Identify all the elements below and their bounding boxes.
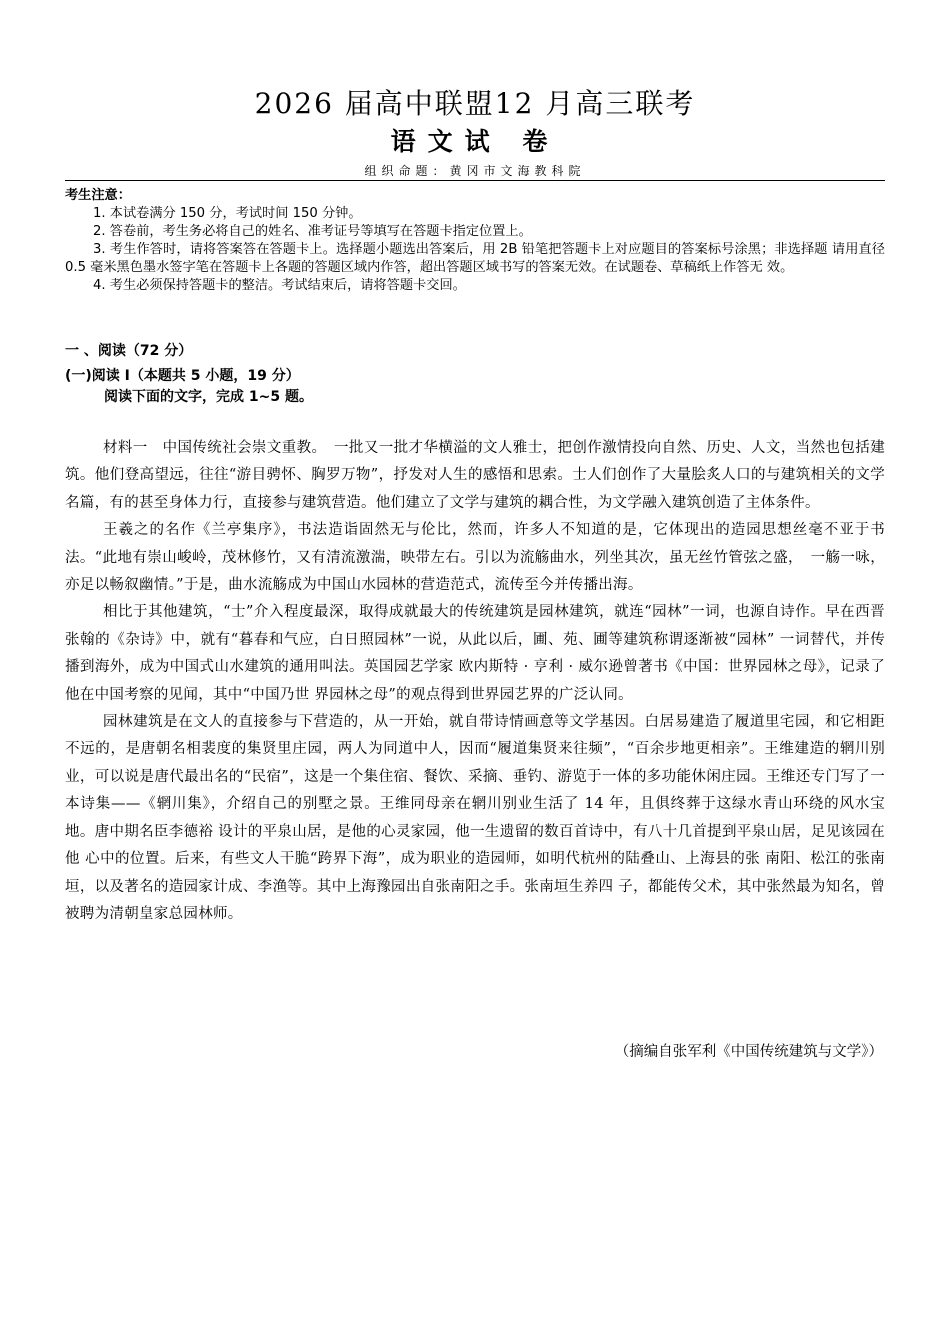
notice-item-4: 4. 考生必须保持答题卡的整洁。考试结束后，请将答题卡交回。 <box>93 278 466 293</box>
organizer-line: 组织命题：黄冈市文海教科院 <box>364 164 586 178</box>
passage-paragraph-4: 园林建筑是在文人的直接参与下营造的，从一开始，就自带诗情画意等文学基因。白居易建造了履道里宅园，和它相距不远的，是唐朝名相裴度的集贤里庄园，两人为同道中人，因而“履道集贤来往频”，“百余步地更相亲”。王维建造的辋川别业，可以说是唐代最出名的“民宿”，这是一个集住宿、餐饮、采摘、垂钓、游览于一体的多功能休闲庄园。王维还专门写了一本诗集——《辋川集》，介绍自己的别墅之景。王维同母亲在辋川别业生活了 14 年，且俱终葬于这绿水青山环绕的风水宝地。唐中期名臣李德裕 设计的平泉山居，是他的心灵家园，他一生遗留的数百首诗中，有八十几首提到平泉山居，足见该园在他 心中的位置。后来，有些文人干脆“跨界下海”，成为职业的造园师，如明代杭州的陆叠山、上海县的张 南阳、松江的张南垣，以及著名的造园家计成、李渔等。其中上海豫园出自张南阳之手。张南垣生养四 子，都能传父术，其中张然最为知名，曾被聘为清朝皇家总园林师。 <box>65 714 885 922</box>
exam-title: 2026 届高中联盟12 月高三联考 <box>254 87 696 120</box>
part-heading: (一)阅读 I（本题共 5 小题，19 分） <box>65 368 300 384</box>
notice-item-3: 3. 考生作答时，请将答案答在答题卡上。选择题小题选出答案后，用 2B 铅笔把答题卡上对应题目的答案标号涂黑；非选择题 请用直径 0.5 毫米黑色墨水签字笔在答题卡上各题的答题区域内作答，超出答题区域书写的答案无效。在试题卷、草稿纸上作答无 效。 <box>65 242 885 275</box>
passage-source: （摘编自张军利《中国传统建筑与文学》） <box>614 1044 883 1060</box>
passage-paragraph-2: 王羲之的名作《兰亭集序》，书法造诣固然无与伦比，然而，许多人不知道的是，它体现出的造园思想丝毫不亚于书法。“此地有崇山峻岭，茂林修竹，又有清流激湍，映带左右。引以为流觞曲水，列坐其次，虽无丝竹管弦之盛， 一觞一咏，亦足以畅叙幽情。”于是，曲水流觞成为中国山水园林的营造范式，流传至今并传播出海。 <box>65 522 885 594</box>
reading-passage <box>65 435 885 928</box>
candidate-notice <box>65 187 885 295</box>
reading-instruction: 阅读下面的文字，完成 1~5 题。 <box>104 389 313 405</box>
notice-item-2: 2. 答卷前，考生务必将自己的姓名、准考证号等填写在答题卡指定位置上。 <box>93 224 532 239</box>
header-divider <box>65 180 885 181</box>
notice-heading: 考生注意： <box>65 188 131 203</box>
passage-paragraph-3: 相比于其他建筑，“士”介入程度最深，取得成就最大的传统建筑是园林建筑，就连“园林”一词，也源自诗作。早在西晋张翰的《杂诗》中，就有“暮春和气应，白日照园林”一说，从此以后，圃、苑、圃等建筑称谓逐渐被“园林” 一词替代，并传播到海外，成为中国式山水建筑的通用叫法。英国园艺学家 欧内斯特 · 亨利 · 威尔逊曾著书《中国：世界园林之母》，记录了他在中国考察的见闻，其中“中国乃世 界园林之母”的观点得到世界园艺界的广泛认同。 <box>65 604 885 703</box>
section-heading: 一 、阅读（72 分） <box>65 343 193 359</box>
subject-title: 语文试 卷 <box>390 127 560 156</box>
passage-paragraph-1: 材料一 中国传统社会崇文重教。 一批又一批才华横溢的文人雅士，把创作激情投向自然、历史、人文，当然也包括建筑。他们登高望远，往往“游目骋怀、胸罗万物”，抒发对人生的感悟和思索。士人们创作了大量脍炙人口的与建筑相关的文学名篇，有的甚至身体力行，直接参与建筑营造。他们建立了文学与建筑的耦合性，为文学融入建筑创造了主体条件。 <box>65 440 885 511</box>
notice-item-1: 1. 本试卷满分 150 分，考试时间 150 分钟。 <box>93 206 362 221</box>
